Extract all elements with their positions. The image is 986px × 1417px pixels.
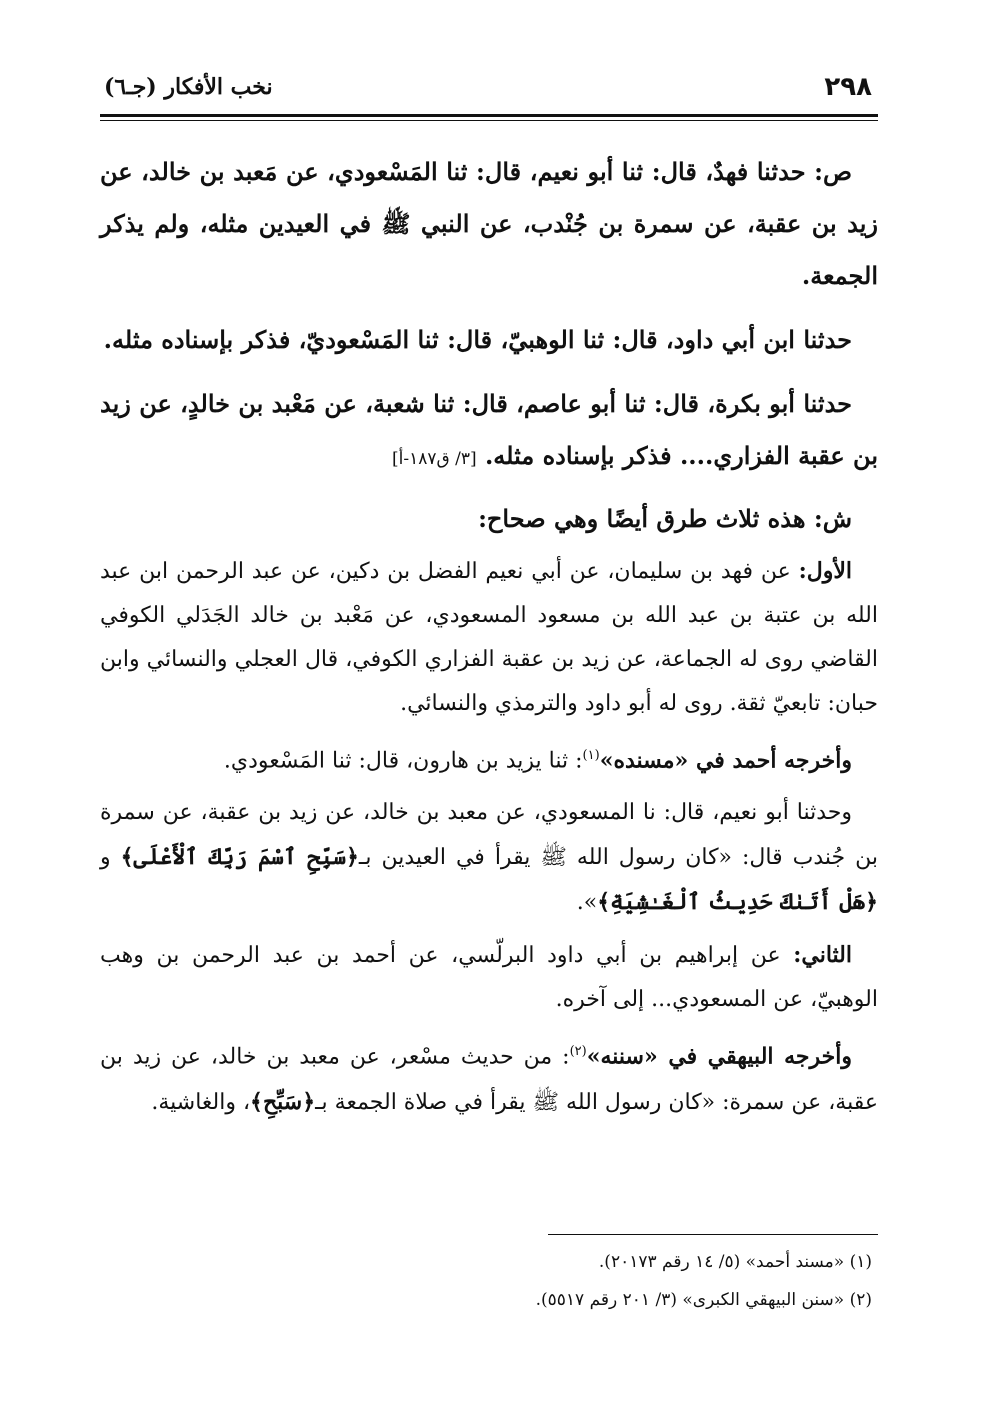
footnote-ref: (١): [582, 748, 600, 763]
paragraph-tail: ، والغاشية.: [151, 1089, 251, 1115]
footnotes: [100, 1234, 878, 1319]
main-text: [100, 146, 878, 1133]
manuscript-reference: [٣/ ق١٨٧-أ]: [391, 449, 477, 469]
paragraph-text: : ثنا يزيد بن هارون، قال: ثنا المَسْعودي.: [223, 748, 583, 774]
header-rule-thick: [100, 114, 878, 117]
commentary-paragraph: [100, 791, 878, 925]
footnote: (١) «مسند أحمد» (٥/ ١٤ رقم ٢٠١٧٣).: [598, 1252, 872, 1272]
quran-verse: ﴿هَلْ أَتَىٰكَ حَدِيثُ ٱلْغَـٰشِيَةِ﴾: [597, 889, 878, 916]
matn-paragraph: [100, 378, 878, 485]
paragraph-tail: ».: [576, 890, 598, 916]
running-title: نخب الأفكار (جـ٦): [104, 74, 273, 100]
page-header: [100, 68, 878, 112]
paragraph-lead: وأخرجه أحمد في «مسنده»: [599, 747, 852, 774]
footnote-ref: (٢): [569, 1044, 587, 1060]
paragraph-text: عن فهد بن سليمان، عن أبي نعيم الفضل بن دكين، عن عبد الرحمن ابن عبد الله بن عتبة بن عبد الله بن مسعود المسعودي، عن مَعْبد بن خالد الجَدَلي الكوفي القاضي روى له الجماعة، عن زيد بن عقبة الفزاري الكوفي، قال العجلي والنسائي وابن حبان: تابعيّ ثقة. روى له أبو داود والترمذي والنسائي.: [100, 559, 878, 716]
matn-paragraph: [100, 314, 878, 366]
matn-text: ص: حدثنا فهدٌ، قال: ثنا أبو نعيم، قال: ثنا المَسْعودي، عن مَعبد بن خالد، عن زيد بن عقبة، عن سمرة بن جُنْدب، عن النبي ﷺ في العيدين مثله، ولم يذكر الجمعة.: [100, 157, 878, 290]
commentary-paragraph: [100, 549, 878, 726]
paragraph-text: عن إبراهيم بن أبي داود البرلّسي، عن أحمد بن عبد الرحمن بن وهب الوهبيّ، عن المسعودي... إلى آخره.: [100, 943, 878, 1013]
sharh-heading: ش: هذه ثلاث طرق أيضًا وهي صحاح:: [478, 504, 852, 533]
footnote-separator: [548, 1234, 878, 1235]
footnote: (٢) «سنن البيهقي الكبرى» (٣/ ٢٠١ رقم ٥٥١٧).: [535, 1290, 872, 1310]
paragraph-text: : من حديث مسْعر، عن معبد بن خالد، عن زيد بن عقبة، عن سمرة: «كان رسول الله ﷺ يقرأ في صلاة الجمعة بـ: [100, 1044, 878, 1115]
commentary-paragraph: [100, 1030, 878, 1124]
paragraph-joiner: و: [100, 845, 121, 871]
quran-verse: ﴿سَبِّحِ﴾: [250, 1088, 316, 1115]
paragraph-lead: الأول:: [798, 558, 852, 584]
matn-text: حدثنا ابن أبي داود، قال: ثنا الوهبيّ، قال: ثنا المَسْعوديّ، فذكر بإسناده مثله.: [103, 325, 852, 354]
paragraph-lead: وأخرجه البيهقي في «سننه»: [586, 1043, 852, 1070]
header-rule-thin: [100, 120, 878, 121]
quran-verse: ﴿سَبِّحِ ٱسْمَ رَبِّكَ ٱلْأَعْلَى﴾: [120, 844, 359, 871]
paragraph-lead: الثاني:: [793, 942, 852, 969]
commentary-paragraph: [100, 734, 878, 783]
page-number: ٢٩٨: [824, 72, 872, 102]
paragraph-text: وحدثنا أبو نعيم، قال: نا المسعودي، عن معبد بن خالد، عن زيد بن عقبة، عن سمرة بن جُندب قال: «كان رسول الله ﷺ يقرأ في العيدين بـ: [100, 800, 879, 871]
matn-paragraph: [100, 146, 878, 302]
commentary-paragraph: [100, 933, 878, 1022]
book-page: [100, 68, 878, 1368]
matn-text: حدثنا أبو بكرة، قال: ثنا أبو عاصم، قال: ثنا شعبة، عن مَعْبد بن خالدٍ، عن زيد بن عقبة الفزاري.... فذكر بإسناده مثله.: [100, 389, 878, 470]
